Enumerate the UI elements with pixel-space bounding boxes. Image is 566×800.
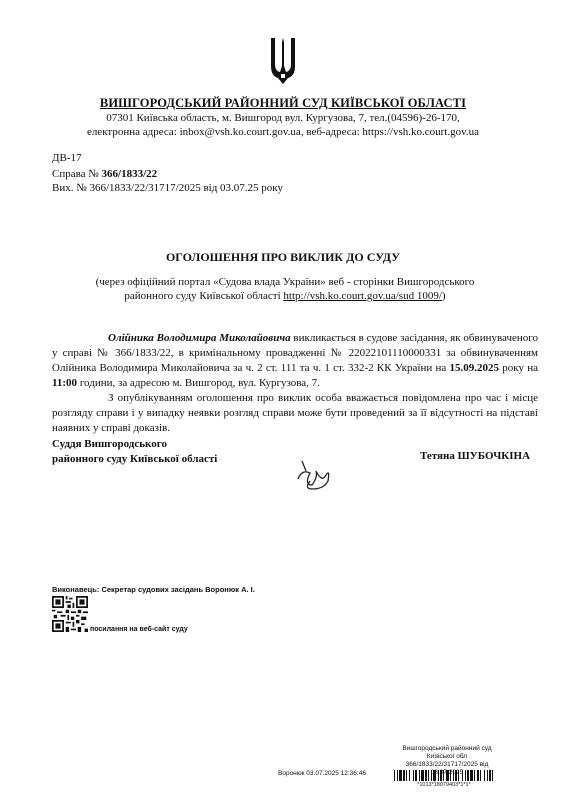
defendant-name: Олійника Володимира Миколайовича <box>108 332 291 344</box>
portal-note-text: (через офіційний портал «Судова влада України» веб - сторінки Вишгородського районного суду Київської області <box>95 276 475 302</box>
clerk-timestamp: Воронюк 03.07.2025 12:36:46 <box>278 770 366 777</box>
qr-code-icon[interactable] <box>52 596 88 632</box>
notice-body <box>52 331 538 436</box>
summons-text-3: години, за адресою м. Вишгород, вул. Кургузова, 7. <box>77 377 320 389</box>
stamp-court: Вишгородський районний суд <box>402 745 492 752</box>
summons-text-1: викликається в судове засідання, як обвинуваченого у справі № 366/1833/22, в кримінальному провадженні № 22022101110000331 за обвинуваченням Олійника Володимира Миколайовича за ч. 2 ст. 111 та ч. 1 ст. 332-2 КК України на <box>52 332 538 374</box>
document-code: ДВ-17 <box>52 152 82 164</box>
court-name: ВИШГОРОДСЬКИЙ РАЙОННИЙ СУД КИЇВСЬКОЇ ОБЛАСТІ <box>99 96 467 110</box>
barcode-icon <box>394 770 494 781</box>
stamp-reference: 366/1833/22/31717/2025 від <box>405 761 489 768</box>
handwritten-signature-icon <box>292 455 338 495</box>
portal-note <box>70 275 500 303</box>
stamp-region: Київської обл <box>426 753 468 760</box>
hearing-time: 11:00 <box>52 377 78 389</box>
trident-emblem-icon <box>268 36 298 86</box>
portal-note-end: ) <box>441 290 446 302</box>
judge-title-line-2: районного суду Київської області <box>52 453 218 465</box>
judge-title-line-1: Суддя Вишгородського <box>52 438 167 450</box>
case-number-line <box>52 168 157 180</box>
summons-paragraph <box>52 331 538 391</box>
court-address: 07301 Київська область, м. Вишгород вул. Кургузова, 7, тел.(04596)-26-170, <box>106 112 460 124</box>
judge-title <box>52 437 217 467</box>
consequence-paragraph: З опублікуванням оголошення про виклик особа вважається повідомлена про час і місце розгляду справи і у випадку неявки розгляд справи може бути проведений за її відсутності на підставі наявних у справі доказів. <box>52 392 538 434</box>
case-prefix: Справа № <box>52 168 102 180</box>
case-number: 366/1833/22 <box>101 168 158 180</box>
notice-title: ОГОЛОШЕННЯ ПРО ВИКЛИК ДО СУДУ <box>165 250 401 264</box>
court-contacts: електронна адреса: inbox@vsh.ko.court.gov.ua, веб-адреса: https://vsh.ko.court.gov.ua <box>86 126 480 138</box>
barcode-number: *1013*18079403*1*1* <box>417 782 471 788</box>
summons-text-2: року на <box>499 362 538 374</box>
outgoing-number: Вих. № 366/1833/22/31717/2025 від 03.07.25 року <box>52 182 283 194</box>
judge-name: Тетяна ШУБОЧКІНА <box>420 450 531 462</box>
executor-line: Виконавець: Секретар судових засідань Воронюк А. І. <box>52 585 255 594</box>
portal-link[interactable]: http://vsh.ko.court.gov.ua/sud 1009/ <box>283 290 442 302</box>
hearing-date: 15.09.2025 <box>449 362 500 374</box>
qr-caption: посилання на веб-сайт суду <box>90 626 188 633</box>
